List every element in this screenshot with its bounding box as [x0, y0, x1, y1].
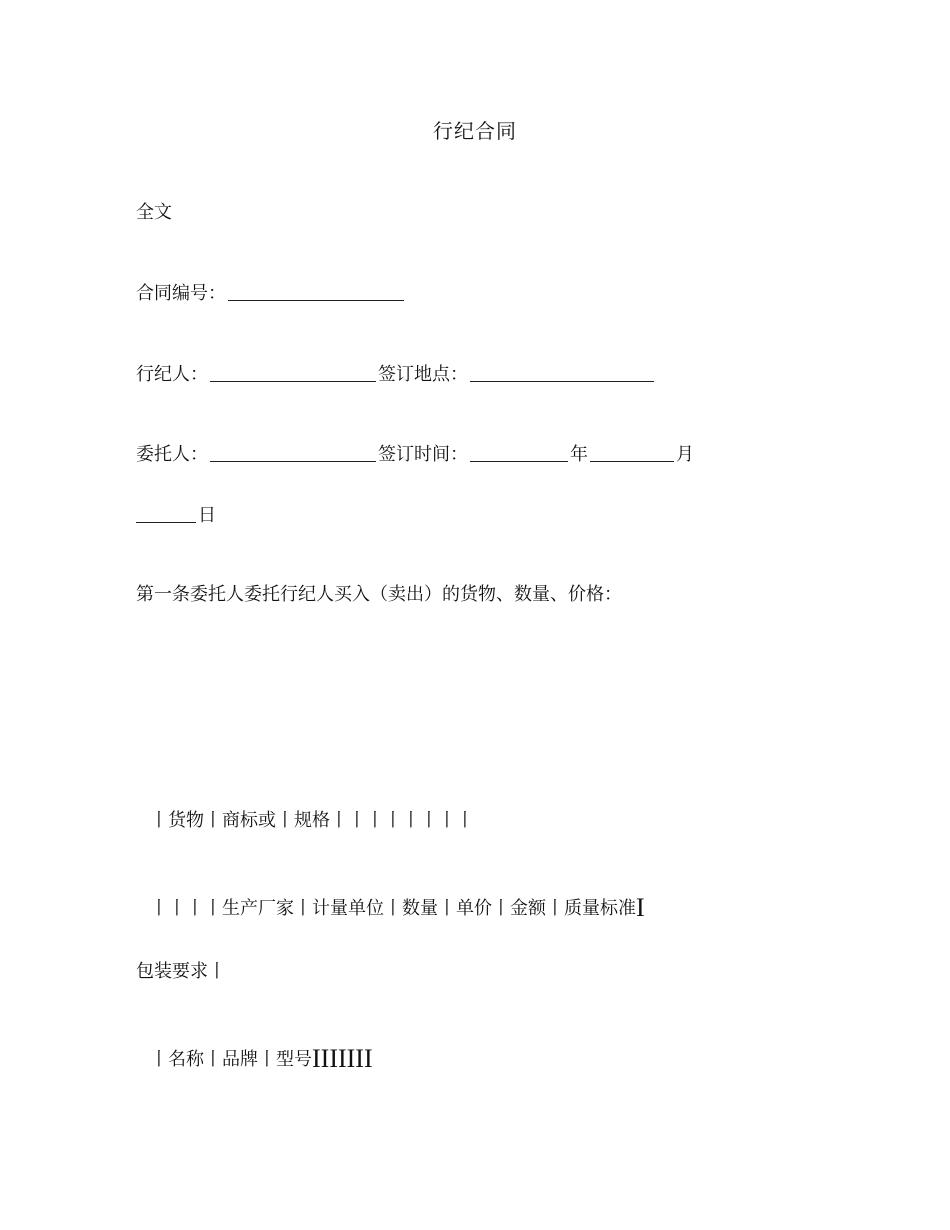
- contract-number-line: [136, 282, 406, 306]
- principal-label: 委托人：: [136, 444, 208, 465]
- sign-place-label: 签订地点：: [378, 364, 468, 385]
- table-row-2-text: 丨丨丨丨生产厂家丨计量单位丨数量丨单价丨金额丨质量标准: [150, 898, 636, 919]
- document-title: 行纪合同: [433, 119, 517, 143]
- table-row-1: 丨货物丨商标或丨规格丨丨丨丨丨丨丨丨: [150, 810, 474, 831]
- principal-line: [136, 443, 694, 467]
- table-row-3: 包装要求丨: [136, 961, 226, 982]
- broker-label: 行纪人：: [136, 364, 208, 385]
- contract-number-label: 合同编号：: [136, 283, 226, 304]
- article-1: 第一条委托人委托行纪人买入（卖出）的货物、数量、价格：: [136, 584, 622, 605]
- section-label: 全文: [136, 202, 172, 223]
- contract-number-blank: [228, 282, 404, 301]
- day-line: [136, 504, 216, 528]
- table-row-4: [150, 1044, 373, 1073]
- day-label: 日: [198, 505, 216, 526]
- sign-place-blank: [470, 363, 654, 382]
- year-label: 年: [570, 444, 588, 465]
- month-blank: [590, 443, 674, 462]
- table-row-2-tail: I: [636, 893, 645, 922]
- year-blank: [470, 443, 568, 462]
- broker-blank: [210, 363, 376, 382]
- table-row-2: [150, 893, 645, 922]
- month-label: 月: [676, 444, 694, 465]
- day-blank: [136, 504, 196, 523]
- principal-blank: [210, 443, 376, 462]
- table-row-4-tail: IIIIIII: [312, 1044, 373, 1073]
- broker-line: [136, 363, 656, 387]
- table-row-4-text: 丨名称丨品牌丨型号: [150, 1049, 312, 1070]
- sign-time-label: 签订时间：: [378, 444, 468, 465]
